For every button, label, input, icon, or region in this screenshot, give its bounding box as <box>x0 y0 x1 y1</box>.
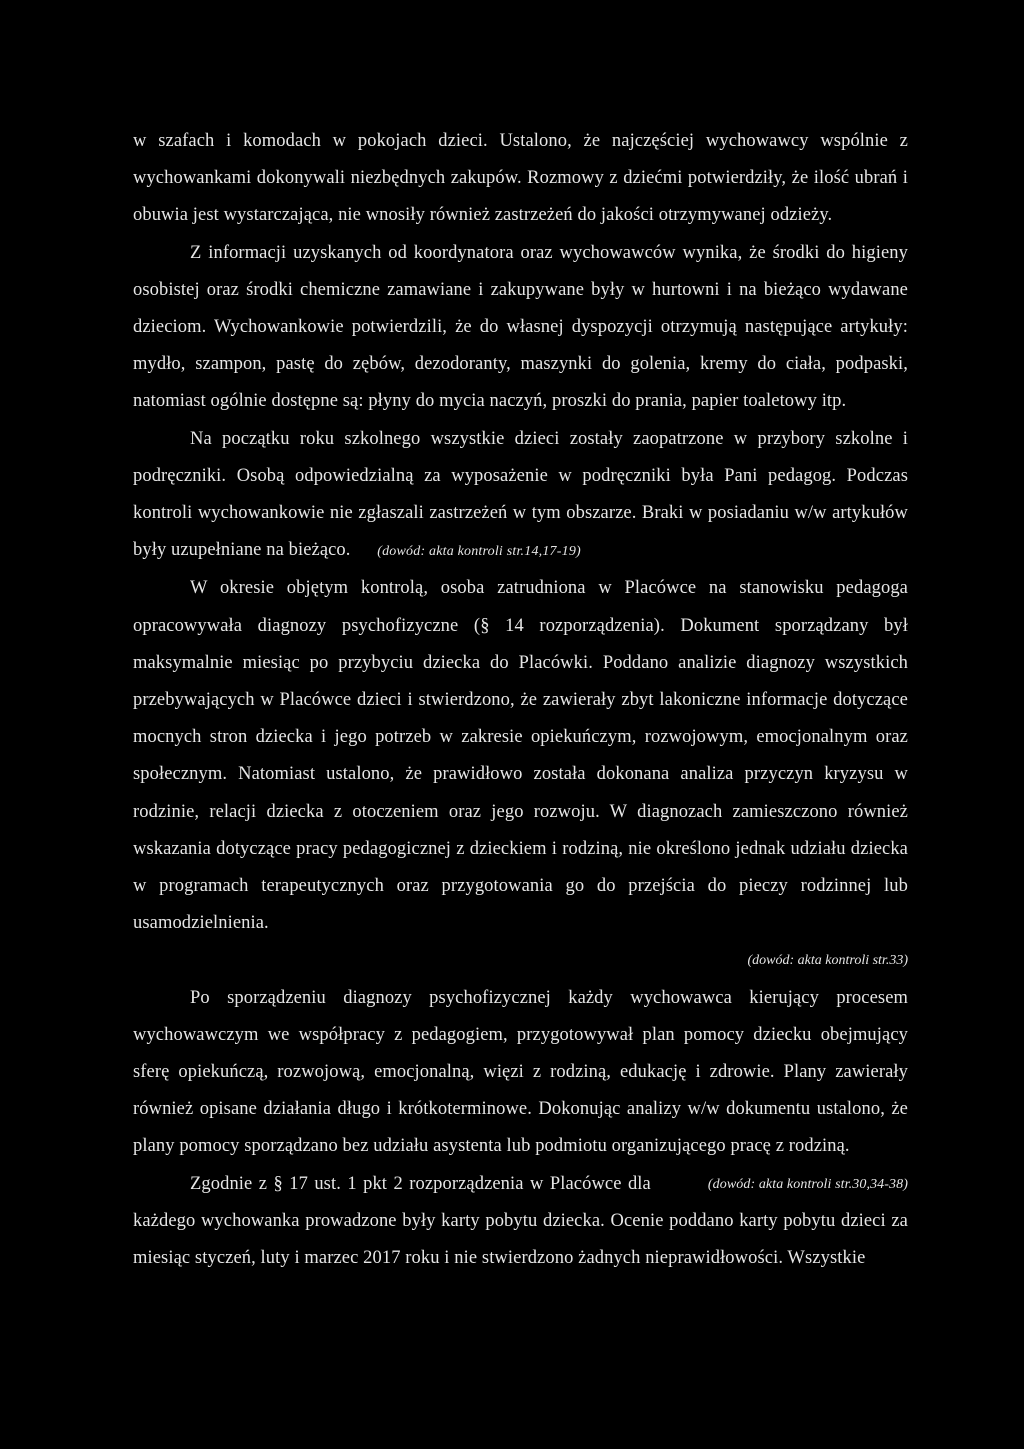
document-page <box>133 123 908 1277</box>
paragraph-1-text: w szafach i komodach w pokojach dzieci. Ustalono, że najczęściej wychowawcy wspólnie z wychowankami dokonywali niezbędnych zakupów. Rozmowy z dziećmi potwierdziły, że ilość ubrań i obuwia jest wystarczająca, nie wnosiły również zastrzeżeń do jakości otrzymywanej odzieży. <box>133 131 908 226</box>
paragraph-4 <box>133 570 908 942</box>
paragraph-3-text: Na początku roku szkolnego wszystkie dzieci zostały zaopatrzone w przybory szkolne i podręczniki. Osobą odpowiedzialną za wyposażenie w podręczniki była Pani pedagog. Podczas kontroli wychowankowie nie zgłaszali zastrzeżeń w tym obszarze. Braki w posiadaniu w/w artykułów były uzupełniane na bieżąco. <box>133 428 908 561</box>
paragraph-3-citation: (dowód: akta kontroli str.14,17-19) <box>377 544 581 560</box>
paragraph-2 <box>133 235 908 421</box>
paragraph-4-text: W okresie objętym kontrolą, osoba zatrudniona w Placówce na stanowisku pedagoga opracowywała diagnozy psychofizyczne (§ 14 rozporządzenia). Dokument sporządzany był maksymalnie miesiąc po przybyciu dziecka do Placówki. Poddano analizie diagnozy wszystkich przebywających w Placówce dzieci i stwierdzono, że zawierały zbyt lakoniczne informacje dotyczące mocnych stron dziecka i jego potrzeb w zakresie opiekuńczym, rozwojowym, emocjonalnym oraz społecznym. Natomiast ustalono, że prawidłowo została dokonana analiza przyczyn kryzysu w rodzinie, relacji dziecka z otoczeniem oraz jego rozwoju. W diagnozach zamieszczono również wskazania dotyczące pracy pedagogicznej z dzieckiem i rodziną, nie określono jednak udziału dziecka w programach terapeutycznych oraz przygotowania go do przejścia do pieczy rodzinnej lub usamodzielnienia. <box>133 578 908 934</box>
paragraph-2-text: Z informacji uzyskanych od koordynatora oraz wychowawców wynika, że środki do higieny osobistej oraz środki chemiczne zamawiane i zakupywane były w hurtowni i na bieżąco wydawane dzieciom. Wychowankowie potwierdzili, że do własnej dyspozycji otrzymują następujące artykuły: mydło, szampon, pastę do zębów, dezodoranty, maszynki do golenia, kremy do ciała, podpaski, natomiast ogólnie dostępne są: płyny do mycia naczyń, proszki do prania, papier toaletowy itp. <box>133 242 908 412</box>
paragraph-1 <box>133 123 908 235</box>
paragraph-5 <box>133 980 908 1192</box>
paragraph-6-text: Zgodnie z § 17 ust. 1 pkt 2 rozporządzenia w Placówce dla każdego wychowanka prowadzone były karty pobytu dziecka. Ocenie poddano karty pobytu dzieci za miesiąc styczeń, luty i marzec 2017 roku i nie stwierdzono żadnych nieprawidłowości. Wszystkie <box>133 1173 908 1269</box>
paragraph-5-citation: (dowód: akta kontroli str.30,34-38) <box>707 1176 908 1192</box>
paragraph-4-citation: (dowód: akta kontroli str.33) <box>747 953 908 969</box>
paragraph-5-text: Po sporządzeniu diagnozy psychofizycznej każdy wychowawca kierujący procesem wychowawczym we współpracy z pedagogiem, przygotowywał plan pomocy dziecku obejmujący sferę opiekuńczą, rozwojową, emocjonalną, więzi z rodziną, edukację i zdrowie. Plany zawierały również opisane działania długo i krótkoterminowe. Dokonując analizy w/w dokumentu ustalono, że plany pomocy sporządzano bez udziału asystenta lub podmiotu organizującego pracę z rodziną. <box>133 987 908 1157</box>
paragraph-3 <box>133 421 908 571</box>
